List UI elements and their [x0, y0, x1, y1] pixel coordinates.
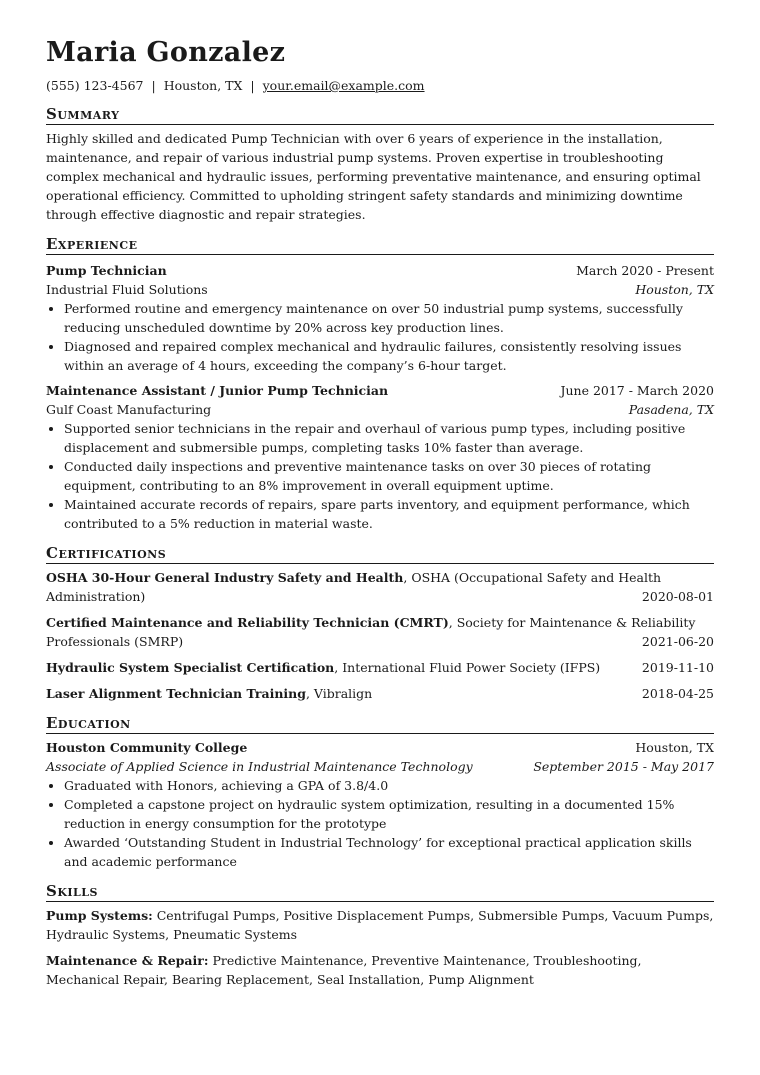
job-role: Pump Technician [46, 263, 167, 278]
certification-date: 2018-04-25 [641, 686, 714, 701]
certification-name: OSHA 30-Hour General Industry Safety and Health [46, 570, 404, 585]
job-location: Pasadena, TX [628, 402, 714, 417]
job-dates: June 2017 - March 2020 [560, 383, 714, 398]
summary-text: Highly skilled and dedicated Pump Technician with over 6 years of experience in the installation, maintenance, and repair of various industrial pump systems. Proven expertise in troubleshooting complex mechanical and hydraulic issues, performing preventative maintenance, and ensuring optimal operational efficiency. Committed to upholding stringent safety standards and minimizing downtime through effective diagnostic and repair strategies. [46, 131, 701, 222]
contact-separator: | [151, 78, 156, 93]
job-company: Industrial Fluid Solutions [46, 282, 208, 297]
job-bullets [46, 419, 714, 533]
job-bullet: • Conducted daily inspections and preventive maintenance tasks on over 30 pieces of rotating equipment, contributing to an 8% improvement in overall equipment uptime. [64, 457, 714, 495]
certification-issuer: , Vibralign [305, 686, 373, 701]
job-bullet: • Maintained accurate records of repairs, spare parts inventory, and equipment performance, which contributed to a 5% reduction in material waste. [64, 495, 714, 533]
skill-item [46, 951, 714, 989]
certification-list [46, 568, 714, 703]
section-title-experience: Experience [46, 235, 714, 255]
certification-item [46, 568, 714, 606]
candidate-name: Maria Gonzalez [46, 37, 286, 68]
certification-date: 2019-11-10 [641, 660, 714, 675]
certifications-section [46, 544, 714, 703]
certification-date: 2020-08-01 [641, 589, 714, 604]
location-text: Houston, TX [163, 78, 243, 93]
certification-name: Certified Maintenance and Reliability Technician (CMRT) [46, 615, 449, 630]
job-company: Gulf Coast Manufacturing [46, 402, 212, 417]
job-header-row [46, 261, 714, 280]
certification-name: Hydraulic System Specialist Certification [46, 660, 335, 675]
skills-section [46, 882, 714, 989]
certification-issuer: , OSHA (Occupational Safety and Health Administration) [46, 570, 662, 604]
certification-name: Laser Alignment Technician Training [46, 686, 306, 701]
job-company-row [46, 400, 714, 419]
skill-label: Pump Systems: [46, 908, 153, 923]
resume-page [46, 38, 714, 989]
skills-list [46, 906, 714, 989]
skill-value: Centrifugal Pumps, Positive Displacement Pumps, Submersible Pumps, Vacuum Pumps, Hydraulic Systems, Pneumatic Systems [46, 908, 714, 942]
job-header-row [46, 381, 714, 400]
job-bullets [46, 299, 714, 375]
job-company-row [46, 280, 714, 299]
education-bullet: • Graduated with Honors, achieving a GPA of 3.8/4.0 [64, 776, 714, 795]
section-title-skills: Skills [46, 882, 714, 902]
contact-line [46, 78, 714, 94]
skill-item [46, 906, 714, 944]
job-bullet: • Supported senior technicians in the repair and overhaul of various pump types, including positive displacement and submersible pumps, completing tasks 10% faster than average. [64, 419, 714, 457]
education-dates: September 2015 - May 2017 [533, 759, 714, 774]
certification-issuer: , International Fluid Power Society (IFPS) [334, 660, 601, 675]
section-title-summary: Summary [46, 105, 714, 125]
job-role: Maintenance Assistant / Junior Pump Technician [46, 383, 389, 398]
job-dates: March 2020 - Present [576, 263, 714, 278]
phone-number: (555) 123-4567 [46, 78, 144, 93]
school-row [46, 738, 714, 757]
job-bullet: • Diagnosed and repaired complex mechanical and hydraulic failures, consistently resolving issues within an average of 4 hours, exceeding the company’s 6-hour target. [64, 337, 714, 375]
certification-date: 2021-06-20 [641, 634, 714, 649]
contact-separator: | [250, 78, 255, 93]
certification-issuer: , Society for Maintenance & Reliability Professionals (SMRP) [46, 615, 696, 649]
school-name: Houston Community College [46, 740, 248, 755]
summary-section [46, 105, 714, 224]
experience-entry [46, 261, 714, 375]
degree-row [46, 757, 714, 776]
skill-label: Maintenance & Repair: [46, 953, 209, 968]
section-title-education: Education [46, 714, 714, 734]
skill-value: Predictive Maintenance, Preventive Maintenance, Troubleshooting, Mechanical Repair, Bearing Replacement, Seal Installation, Pump Alignment [46, 953, 642, 987]
school-location: Houston, TX [635, 740, 714, 755]
education-bullets [46, 776, 714, 871]
degree-name: Associate of Applied Science in Industrial Maintenance Technology [46, 759, 473, 774]
job-location: Houston, TX [635, 282, 714, 297]
education-section [46, 714, 714, 871]
certification-item [46, 684, 714, 703]
section-title-certifications: Certifications [46, 544, 714, 564]
certification-item [46, 613, 714, 651]
education-bullet: • Awarded ‘Outstanding Student in Industrial Technology’ for exceptional practical application skills and academic performance [64, 833, 714, 871]
experience-section [46, 235, 714, 533]
education-bullet: • Completed a capstone project on hydraulic system optimization, resulting in a documented 15% reduction in energy consumption for the prototype [64, 795, 714, 833]
email-link[interactable]: your.email@example.com [262, 78, 425, 93]
job-bullet: • Performed routine and emergency maintenance on over 50 industrial pump systems, successfully reducing unscheduled downtime by 20% across key production lines. [64, 299, 714, 337]
experience-entry [46, 381, 714, 533]
certification-item [46, 658, 714, 677]
